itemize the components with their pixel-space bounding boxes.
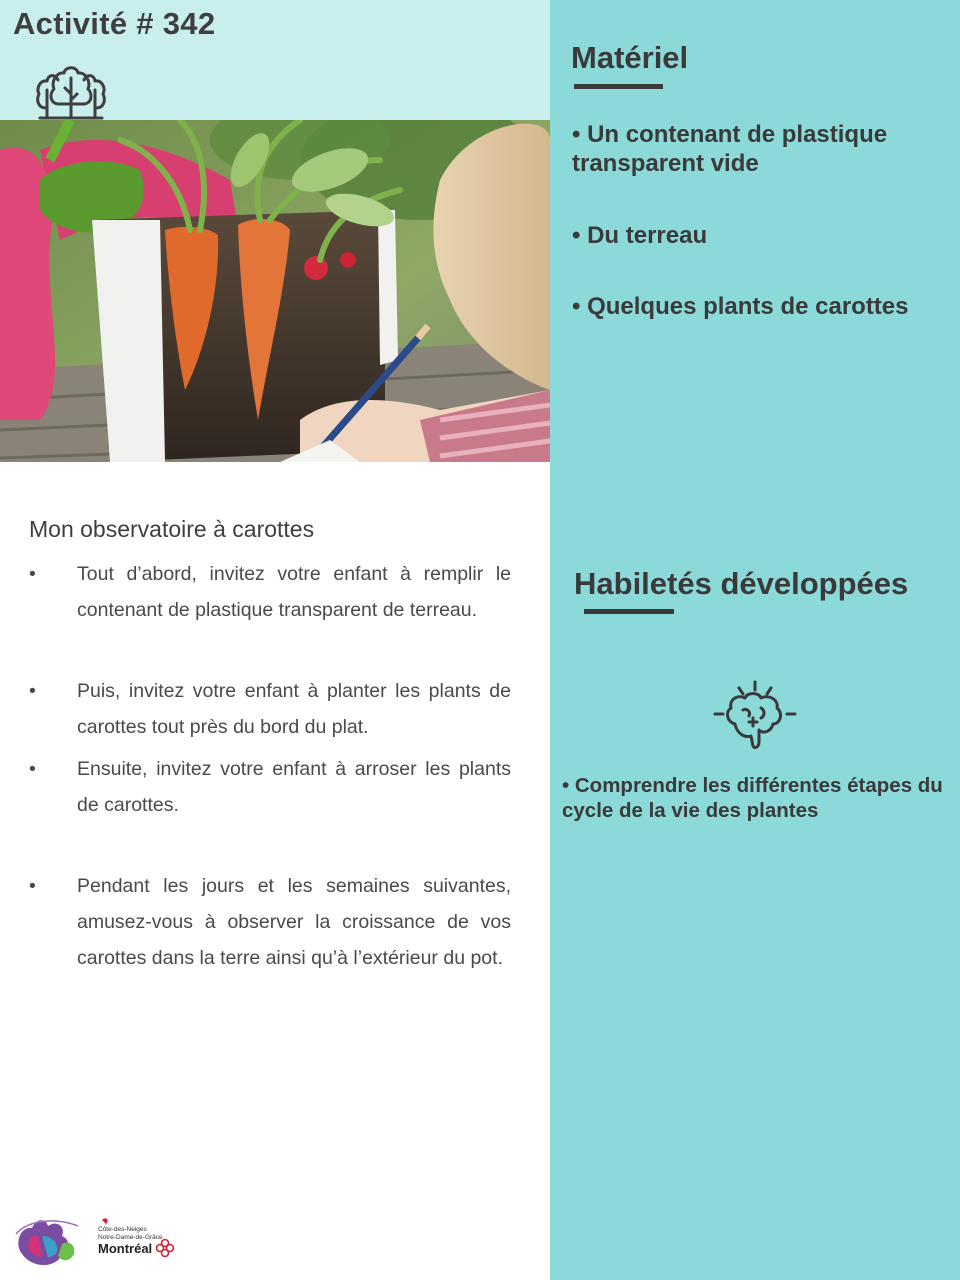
- bullet: •: [29, 875, 36, 897]
- materiel-item: • Un contenant de plastique transparent vide: [572, 121, 888, 177]
- materiel-item: • Quelques plants de carottes: [572, 293, 909, 320]
- materiel-underline: [574, 84, 663, 89]
- activity-photo: [0, 120, 550, 462]
- habiletes-heading: Habiletés développées: [574, 566, 909, 601]
- skill-item: • Comprendre les différentes étapes du cycle de la vie des plantes: [562, 774, 943, 822]
- step-text: Pendant les jours et les semaines suivantes, amusez-vous à observer la croissance de vos carottes dans la terre ainsi qu’à l’extérieur du pot.: [77, 875, 511, 969]
- step-text: Puis, invitez votre enfant à planter les plants de carottes tout près du bord du plat.: [77, 680, 511, 738]
- bullet: •: [29, 680, 36, 702]
- city-name: Montréal: [98, 1241, 153, 1256]
- step-text: Ensuite, invitez votre enfant à arroser les plants de carottes.: [77, 758, 511, 816]
- montreal-logo: [98, 1218, 174, 1256]
- step-item: [29, 556, 511, 628]
- trees-icon: [34, 60, 108, 120]
- steps-list: [29, 556, 511, 976]
- materiel-heading: Matériel: [571, 40, 689, 75]
- step-text: Tout d’abord, invitez votre enfant à remplir le contenant de plastique transparent de terreau.: [77, 563, 511, 621]
- bullet: •: [29, 563, 36, 585]
- sidebar: [550, 0, 960, 1280]
- step-item: [29, 868, 511, 976]
- activity-name: Mon observatoire à carottes: [29, 516, 315, 542]
- header-band: [0, 0, 550, 120]
- step-item: [29, 751, 511, 823]
- habiletes-underline: [584, 609, 674, 614]
- partner-logos: [12, 1214, 182, 1272]
- materiel-item: • Du terreau: [572, 222, 708, 249]
- hand-logo: [12, 1214, 182, 1272]
- bullet: •: [29, 758, 36, 780]
- step-item: [29, 673, 511, 745]
- borough-line-1: Côte-des-Neiges: [98, 1226, 147, 1233]
- activity-title: Activité # 342: [13, 6, 216, 41]
- borough-line-2: Notre-Dame-de-Grâce: [98, 1234, 163, 1241]
- brain-icon: [713, 680, 797, 754]
